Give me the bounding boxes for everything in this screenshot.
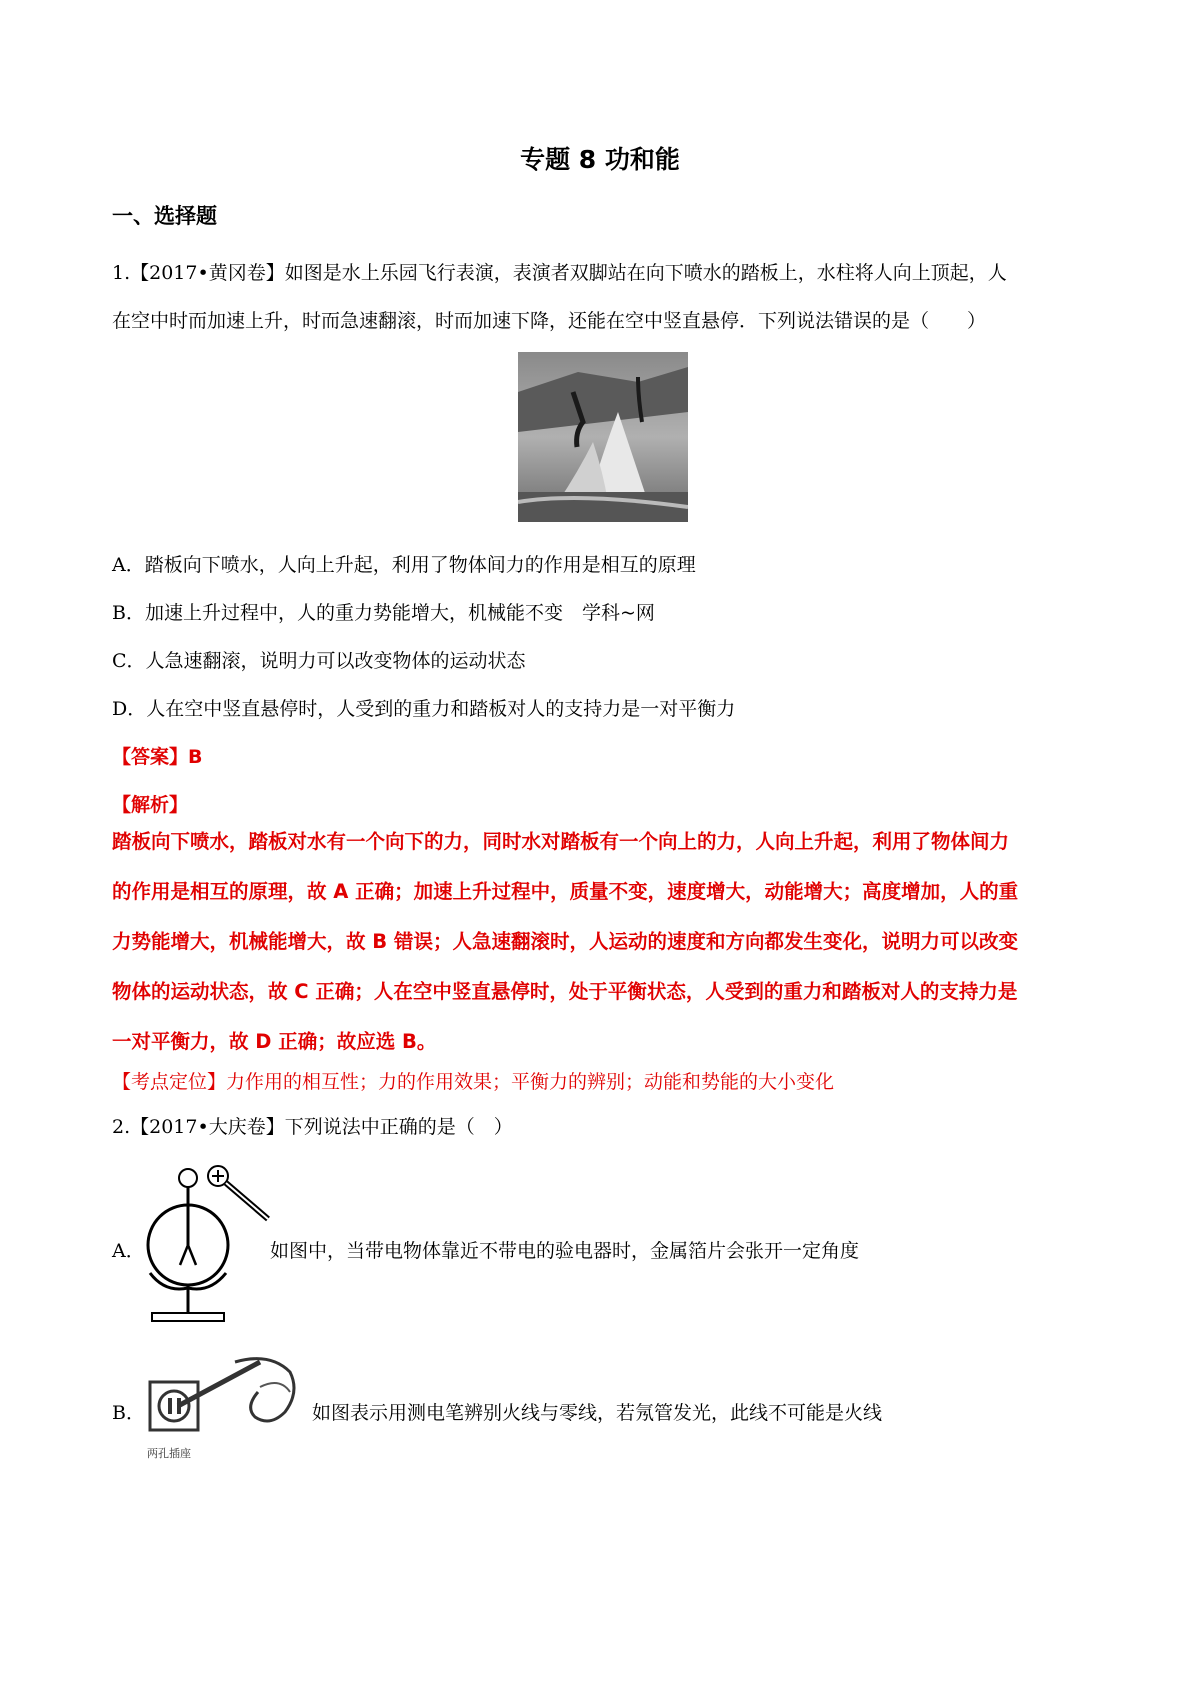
electroscope-diagram <box>140 1163 278 1328</box>
question-1-kaodian: 【考点定位】力作用的相互性；力的作用效果；平衡力的辨别；动能和势能的大小变化 <box>112 1071 835 1093</box>
question-2-stem: 2.【2017•大庆卷】下列说法中正确的是（ ） <box>112 1116 513 1138</box>
question-2-option-b-label: B． <box>112 1402 145 1424</box>
question-2-option-a-label: A． <box>112 1240 145 1262</box>
question-2-option-b-text: 如图表示用测电笔辨别火线与零线，若氖管发光，此线不可能是火线 <box>312 1402 883 1424</box>
page-title: 专题 8 功和能 <box>520 145 680 174</box>
question-1-option-d: D．人在空中竖直悬停时，人受到的重力和踏板对人的支持力是一对平衡力 <box>112 698 736 720</box>
analysis-line-5: 一对平衡力，故 D 正确；故应选 B。 <box>112 1030 437 1053</box>
analysis-line-4: 物体的运动状态，故 C 正确；人在空中竖直悬停时，处于平衡状态，人受到的重力和踏板对人的支持力是 <box>112 980 1018 1003</box>
question-1-answer: 【答案】B <box>112 746 203 768</box>
question-2-option-a-text: 如图中，当带电物体靠近不带电的验电器时，金属箔片会张开一定角度 <box>270 1240 860 1262</box>
water-flyboard-photo <box>518 352 688 522</box>
question-1-analysis-label: 【解析】 <box>112 794 189 816</box>
question-1-stem-line1: 1.【2017•黄冈卷】如图是水上乐园飞行表演，表演者双脚站在向下喷水的踏板上，水柱将人向上顶起，人 <box>112 262 1007 284</box>
question-1-option-b: B．加速上升过程中，人的重力势能增大，机械能不变 学科~网 <box>112 602 655 624</box>
analysis-line-1: 踏板向下喷水，踏板对水有一个向下的力，同时水对踏板有一个向上的力，人向上升起，利用了物体间力 <box>112 830 1010 853</box>
analysis-line-2: 的作用是相互的原理，故 A 正确；加速上升过程中，质量不变，速度增大，动能增大；高度增加，人的重 <box>112 880 1019 903</box>
section-heading: 一、选择题 <box>112 204 217 228</box>
socket-caption: 两孔插座 <box>147 1447 191 1460</box>
question-1-option-c: C．人急速翻滚，说明力可以改变物体的运动状态 <box>112 650 526 672</box>
analysis-line-3: 力势能增大，机械能增大，故 B 错误；人急速翻滚时，人运动的速度和方向都发生变化，说明力可以改变 <box>112 930 1018 953</box>
question-1-stem-line2: 在空中时而加速上升，时而急速翻滚，时而加速下降，还能在空中竖直悬停．下列说法错误的是（ ） <box>112 310 987 332</box>
question-1-option-a: A．踏板向下喷水，人向上升起，利用了物体间力的作用是相互的原理 <box>112 554 696 576</box>
